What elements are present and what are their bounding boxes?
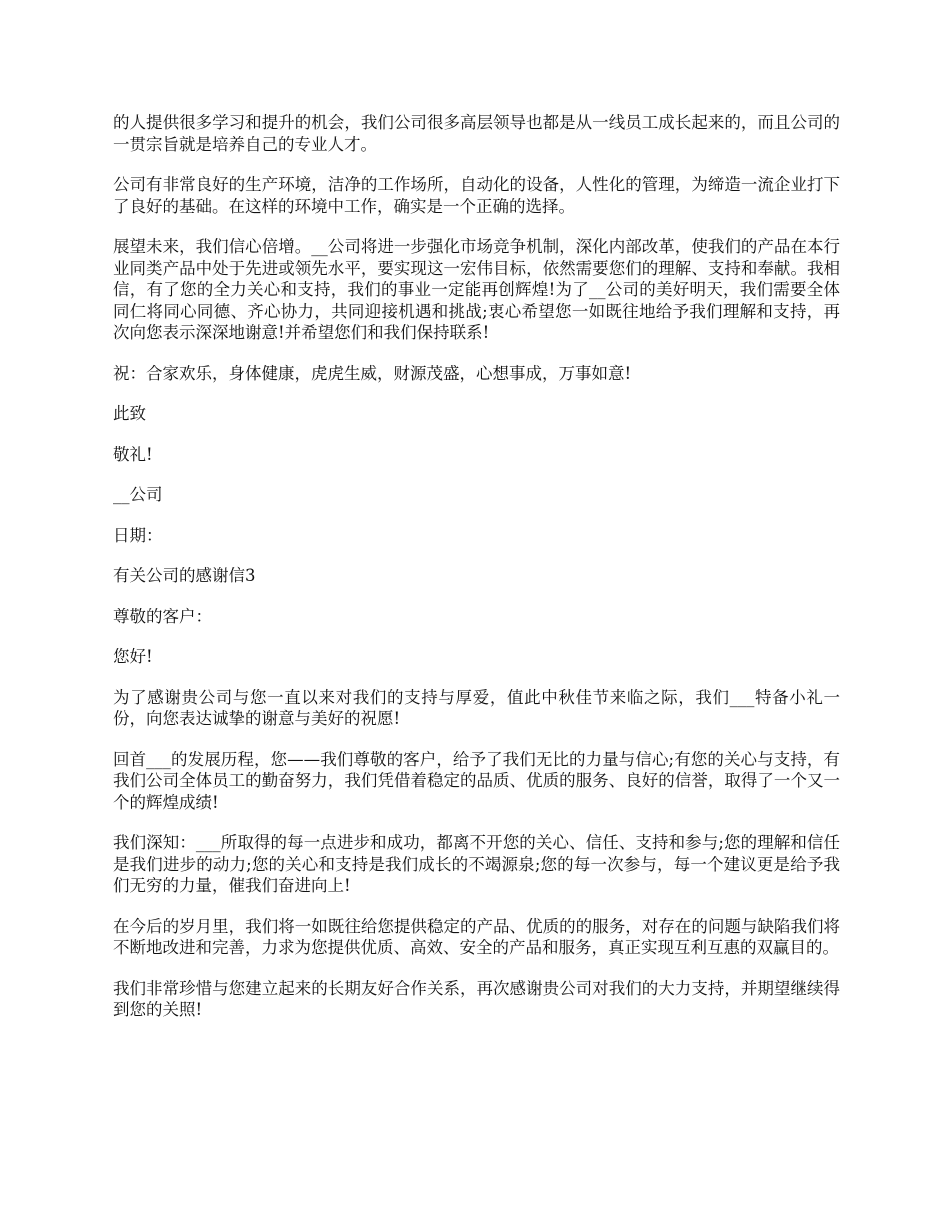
document-body — [113, 112, 840, 1040]
paragraph-8: 我们非常珍惜与您建立起来的长期友好合作关系，再次感谢贵公司对我们的大力支持，并期望继续得到您的关照! — [113, 978, 840, 1019]
letter-title: 有关公司的感谢信3 — [113, 566, 256, 585]
signature-date: 日期： — [113, 525, 163, 545]
paragraph-2: 公司有非常良好的生产环境，洁净的工作场所，自动化的设备，人性化的管理，为缔造一流企业打下了良好的基础。在这样的环境中工作，确实是一个正确的选择。 — [113, 175, 840, 216]
paragraph-closing-1: 此致 — [113, 404, 146, 423]
paragraph-6: 我们深知：___所取得的每一点进步和成功，都离不开您的关心、信任、支持和参与;您的理解和信任是我们进步的动力;您的关心和支持是我们成长的不竭源泉;您的每一次参与，每一个建议更是给予我们无穷的力量，催我们奋进向上! — [113, 833, 840, 895]
paragraph-4: 为了感谢贵公司与您一直以来对我们的支持与厚爱，值此中秋佳节来临之际，我们___特备小礼一份，向您表达诚挚的谢意与美好的祝愿! — [113, 687, 840, 728]
paragraph-3: 展望未来，我们信心倍增。__公司将进一步强化市场竞争机制，深化内部改革，使我们的产品在本行业同类产品中处于先进或领先水平，要实现这一宏伟目标，依然需要您们的理解、支持和奉献。我相信，有了您的全力关心和支持，我们的事业一定能再创辉煌!为了__公司的美好明天，我们需要全体同仁将同心同德、齐心协力，共同迎接机遇和挑战;衷心希望您一如既往地给予我们理解和支持，再次向您表示深深地谢意!并希望您们和我们保持联系! — [113, 237, 840, 342]
paragraph-5: 回首___的发展历程，您——我们尊敬的客户，给予了我们无比的力量与信心;有您的关心与支持，有我们公司全体员工的勤奋努力，我们凭借着稳定的品质、优质的服务、良好的信誉，取得了一个又一个的辉煌成绩! — [113, 749, 840, 812]
paragraph-7: 在今后的岁月里，我们将一如既往给您提供稳定的产品、优质的的服务，对存在的问题与缺陷我们将不断地改进和完善，力求为您提供优质、高效、安全的产品和服务，真正实现互利互惠的双赢目的。 — [113, 916, 840, 957]
signature-company: __公司 — [113, 485, 163, 504]
paragraph-wishes: 祝：合家欢乐，身体健康，虎虎生威，财源茂盛，心想事成，万事如意! — [113, 363, 632, 383]
paragraph-closing-2: 敬礼! — [113, 444, 153, 464]
salutation: 尊敬的客户： — [113, 606, 212, 626]
greeting: 您好! — [113, 647, 153, 666]
paragraph-1: 的人提供很多学习和提升的机会，我们公司很多高层领导也都是从一线员工成长起来的，而且公司的一贯宗旨就是培养自己的专业人才。 — [113, 113, 840, 154]
